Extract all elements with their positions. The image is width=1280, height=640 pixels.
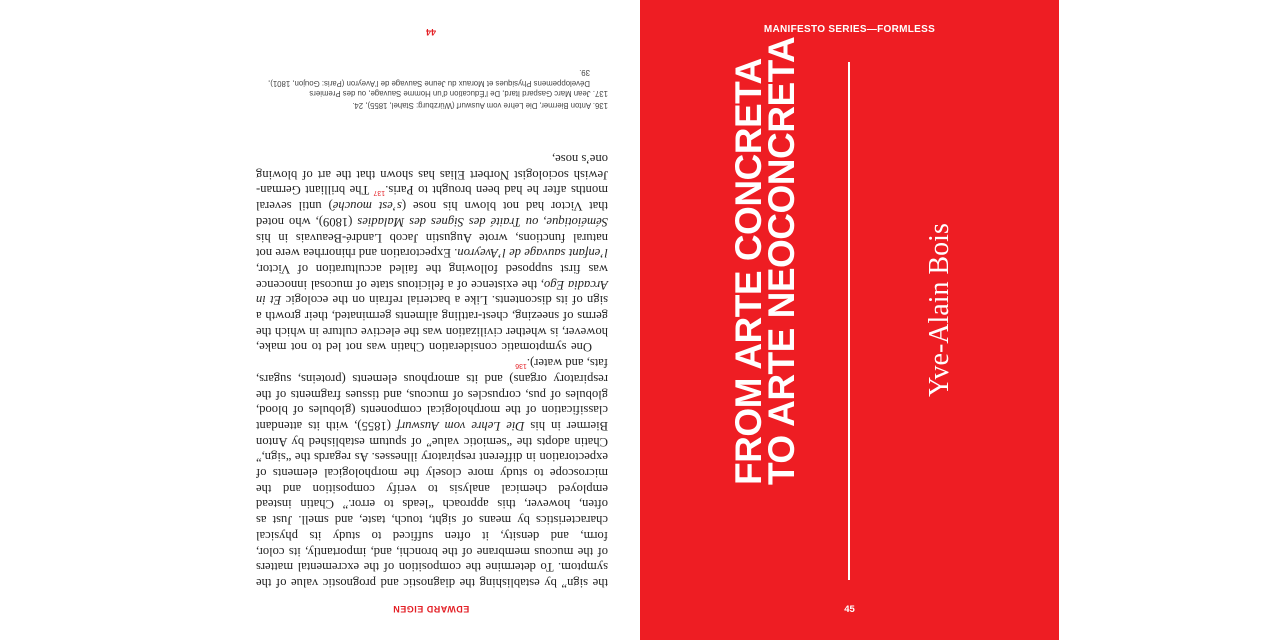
left-page-rotated-content <box>222 0 640 640</box>
page-number-right: 45 <box>844 604 855 615</box>
title-line-1: FROM ARTE CONCRETA <box>728 58 769 485</box>
para2-italic-1: Et in Arcadia Ego <box>256 277 608 308</box>
author-name: Yve-Alain Bois <box>924 223 955 397</box>
para2-italic-2: l’enfant sauvage de l’Aveyron <box>457 246 608 261</box>
footnote-137: 137. Jean Marc Gaspard Itard, De l’Éducation d’un Homme Sauvage, ou des Premiers Développemens Physiques et Moraux du Jeune Sauvage de l’Aveyron (Paris: Goujon, 1801), 39. <box>268 68 608 99</box>
footnote-ref-137[interactable]: 137 <box>373 189 386 197</box>
vertical-rule <box>848 62 850 580</box>
page-number-left: 44 <box>426 27 437 37</box>
para2-text-b: , the existence of a felicitous state of mucosal innocence was first supposed following the failed acculturation of Victor, <box>256 261 608 292</box>
left-page <box>222 0 640 640</box>
paragraph-2 <box>256 150 608 354</box>
para2-text-f: The brilliant German-Jewish sociologist Norbert Elias has shown that the art of blowing one’s nose, <box>256 152 608 198</box>
footnote-ref-136[interactable]: 136 <box>515 362 527 370</box>
para1-italic: Die Lehre vom Auswurf <box>396 418 525 433</box>
para2-text-e: ) until several months after he had been brought to Paris. <box>256 183 608 214</box>
para1-text-b: (1855), with its attendant classification of the morphological components (globules of blood, globules of pus, corpuscles of mucous, and tissues fragments of the respiratory organs) and its amorphous elements (proteins, sugars, fats, and water). <box>256 356 608 433</box>
footnote-136: 136. Anton Biermer, Die Lehre vom Auswurf (Würzburg: Stahel, 1855), 24. <box>352 101 608 110</box>
body-text <box>256 150 608 590</box>
paragraph-1 <box>256 354 608 590</box>
para1-text-a: the sign” by establishing the diagnostic and prognostic value of the symptom. To determine the composition of the excremental matters of the mucous membrane of the bronchi, and, importantly, its color, form, and density, it often sufficed to study its physical characteristics by means of sight, touch, taste, and smell. Just as often, however, this approach “leads to error.” Chatin instead employed chemical analysis to verify composition and the microscope to study more closely the morphological elements of expectoration in different respiratory illnesses. As regards the “sign,” Chatin adopts the “semiotic value” of sputum established by Anton Biermer in his <box>256 418 608 590</box>
essay-title <box>728 36 802 485</box>
para2-text-c: . Expectoration and rhinorrhea were not natural functions, wrote Augustin Jacob Landré-Beauvais in his <box>256 230 608 261</box>
para2-text-d: (1809), who noted that Victor had not blown his nose ( <box>256 199 608 229</box>
para2-text-a: One symptomatic consideration Chatin was not led to not make, however, is whether civilization was the elective culture in which the germs of sneezing, chest-rattling ailments germinated, their growth a sign of its discontents. Like a bacterial refrain on the ecologic <box>256 293 608 355</box>
running-head: EDWARD EIGEN <box>392 604 470 614</box>
right-page-cover <box>640 0 1059 640</box>
para2-italic-4: s’est mouché <box>332 199 402 214</box>
series-title: MANIFESTO SERIES—FORMLESS <box>763 24 936 35</box>
footnotes <box>256 66 608 110</box>
para2-italic-3: Séméiotique, ou Traité des Signes des Maladies <box>357 214 608 229</box>
title-line-2: TO ARTE NEOCONCRETA <box>761 36 802 485</box>
